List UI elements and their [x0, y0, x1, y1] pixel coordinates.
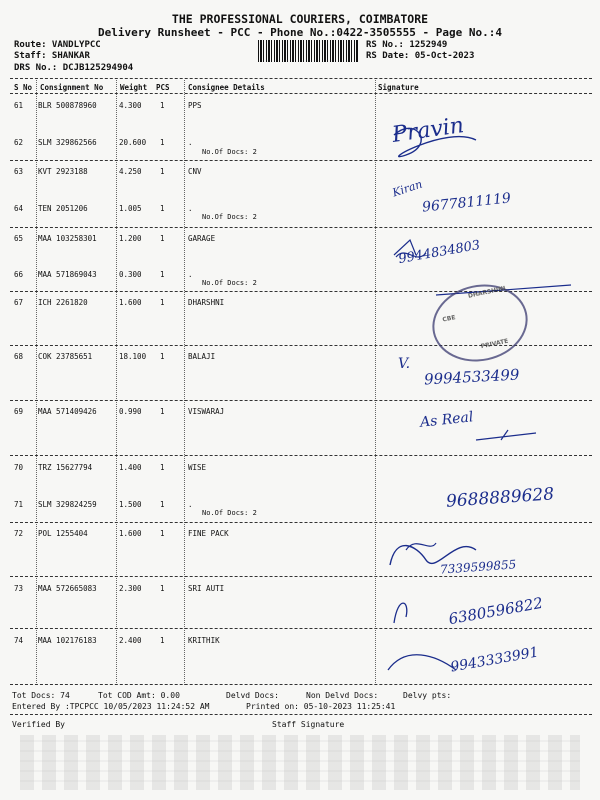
entered-by: Entered By :TPCPCC 10/05/2023 11:24:52 AM: [12, 702, 210, 711]
row-weight: 0.300: [119, 270, 142, 279]
total-docs: Tot Docs: 74: [12, 691, 70, 700]
row-consignee: BALAJI: [188, 352, 216, 361]
row-pcs: 1: [160, 167, 165, 176]
signature-64: 9677811119: [421, 190, 512, 216]
delivered-docs: Delvd Docs:: [226, 691, 279, 700]
stamp-text-bottom: PRIVATE: [480, 337, 509, 351]
row-pcs: 1: [160, 138, 165, 147]
column-divider: [36, 80, 37, 685]
row-docs: No.Of Docs: 2: [202, 509, 257, 517]
row-weight: 2.400: [119, 636, 142, 645]
delivery-points: Delvy pts:: [403, 691, 452, 700]
row-weight: 1.600: [119, 298, 142, 307]
runsheet-subtitle: Delivery Runsheet - PCC - Phone No.:0422-3505555 - Page No.:4: [98, 26, 502, 39]
row-pcs: 1: [160, 204, 165, 213]
row-consignment: COK 23785651: [38, 352, 93, 361]
row-sno: 65: [14, 234, 24, 243]
column-divider: [184, 80, 185, 685]
row-consignee: GARAGE: [188, 234, 216, 243]
row-pcs: 1: [160, 529, 165, 538]
column-header-signature: Signature: [378, 83, 419, 92]
row-consignment: MAA 571869043: [38, 270, 97, 279]
stamp-text-mid: CBE: [441, 314, 457, 324]
row-sno: 61: [14, 101, 24, 110]
row-sno: 71: [14, 500, 24, 509]
row-pcs: 1: [160, 463, 165, 472]
row-docs: No.Of Docs: 2: [202, 213, 257, 221]
signature-68-initial: V.: [398, 356, 411, 372]
row-weight: 2.300: [119, 584, 142, 593]
row-sno: 69: [14, 407, 24, 416]
row-consignment: MAA 103258301: [38, 234, 97, 243]
row-weight: 1.500: [119, 500, 142, 509]
route-label: Route: VANDLYPCC: [14, 40, 101, 50]
row-consignee: FINE PACK: [188, 529, 229, 538]
row-consignee: .: [188, 204, 193, 213]
row-pcs: 1: [160, 352, 165, 361]
bleed-through-noise: [20, 735, 580, 790]
signature-74: 9943333991: [449, 644, 540, 676]
row-sno: 67: [14, 298, 24, 307]
rs-number: RS No.: 1252949: [366, 40, 448, 50]
row-consignee: WISE: [188, 463, 207, 472]
row-consignment: MAA 571409426: [38, 407, 97, 416]
row-weight: 4.250: [119, 167, 142, 176]
row-consignee: CNV: [188, 167, 202, 176]
footer-divider: [10, 714, 592, 715]
row-consignee: .: [188, 270, 193, 279]
signature-73: 6380596822: [447, 593, 545, 629]
row-consignment: BLR 500878960: [38, 101, 97, 110]
row-weight: 4.300: [119, 101, 142, 110]
row-weight: 18.100: [119, 352, 147, 361]
signature-61: Pravin: [390, 113, 466, 148]
barcode: [258, 40, 358, 62]
row-pcs: 1: [160, 500, 165, 509]
column-header-weight: Weight: [120, 83, 148, 92]
row-sno: 73: [14, 584, 24, 593]
non-delivered-docs: Non Delvd Docs:: [306, 691, 379, 700]
signature-scribbles: [376, 95, 592, 685]
verified-by-label: Verified By: [12, 720, 65, 729]
row-weight: 1.600: [119, 529, 142, 538]
signature-72: 7339599855: [439, 557, 517, 577]
row-pcs: 1: [160, 298, 165, 307]
row-consignee: SRI AUTI: [188, 584, 225, 593]
row-pcs: 1: [160, 234, 165, 243]
stamp-text-top: DHARSHINI: [467, 285, 507, 300]
row-consignment: TEN 2051206: [38, 204, 88, 213]
row-consignment: SLM 329824259: [38, 500, 97, 509]
row-consignee: KRITHIK: [188, 636, 220, 645]
header-divider: [10, 78, 592, 79]
row-consignment: POL 1255404: [38, 529, 88, 538]
row-docs: No.Of Docs: 2: [202, 279, 257, 287]
printed-on: Printed on: 05-10-2023 11:25:41: [246, 702, 396, 711]
row-consignment: ICH 2261820: [38, 298, 88, 307]
row-docs: No.Of Docs: 2: [202, 148, 257, 156]
company-title: THE PROFESSIONAL COURIERS, COIMBATORE: [171, 12, 429, 26]
row-sno: 72: [14, 529, 24, 538]
rs-date: RS Date: 05-Oct-2023: [366, 51, 475, 61]
signature-63: Kiran: [390, 177, 424, 200]
header-divider: [10, 93, 592, 94]
column-header-consignee: Consignee Details: [188, 83, 265, 92]
row-sno: 68: [14, 352, 24, 361]
row-sno: 70: [14, 463, 24, 472]
row-sno: 62: [14, 138, 24, 147]
column-header-consignment: Consignment No: [40, 83, 104, 92]
row-consignee: PPS: [188, 101, 202, 110]
signature-69: As Real: [419, 409, 475, 431]
signature-68: 9994533499: [423, 365, 520, 389]
row-consignee: .: [188, 500, 193, 509]
row-pcs: 1: [160, 407, 165, 416]
row-weight: 20.600: [119, 138, 147, 147]
total-cod-amount: Tot COD Amt: 0.00: [98, 691, 180, 700]
row-consignment: SLM 329862566: [38, 138, 97, 147]
column-header-pcs: PCS: [156, 83, 170, 92]
row-pcs: 1: [160, 101, 165, 110]
row-consignment: TRZ 15627794: [38, 463, 93, 472]
column-divider: [116, 80, 117, 685]
row-sno: 66: [14, 270, 24, 279]
drs-number: DRS No.: DCJB125294904: [14, 63, 134, 73]
row-consignment: KVT 2923188: [38, 167, 88, 176]
row-sno: 64: [14, 204, 24, 213]
row-pcs: 1: [160, 636, 165, 645]
row-sno: 74: [14, 636, 24, 645]
column-header-sno: S No: [14, 83, 33, 92]
row-weight: 0.990: [119, 407, 142, 416]
row-weight: 1.005: [119, 204, 142, 213]
row-consignee: VISWARAJ: [188, 407, 225, 416]
signature-65: 9944834803: [397, 237, 482, 268]
staff-signature-label: Staff Signature: [272, 720, 345, 729]
row-consignee: DHARSHNI: [188, 298, 225, 307]
row-consignment: MAA 572665083: [38, 584, 97, 593]
row-pcs: 1: [160, 584, 165, 593]
row-pcs: 1: [160, 270, 165, 279]
row-sno: 63: [14, 167, 24, 176]
row-weight: 1.400: [119, 463, 142, 472]
row-consignee: .: [188, 138, 193, 147]
signature-71: 9688889628: [445, 484, 555, 512]
staff-label: Staff: SHANKAR: [14, 51, 90, 61]
row-consignment: MAA 102176183: [38, 636, 97, 645]
row-weight: 1.200: [119, 234, 142, 243]
